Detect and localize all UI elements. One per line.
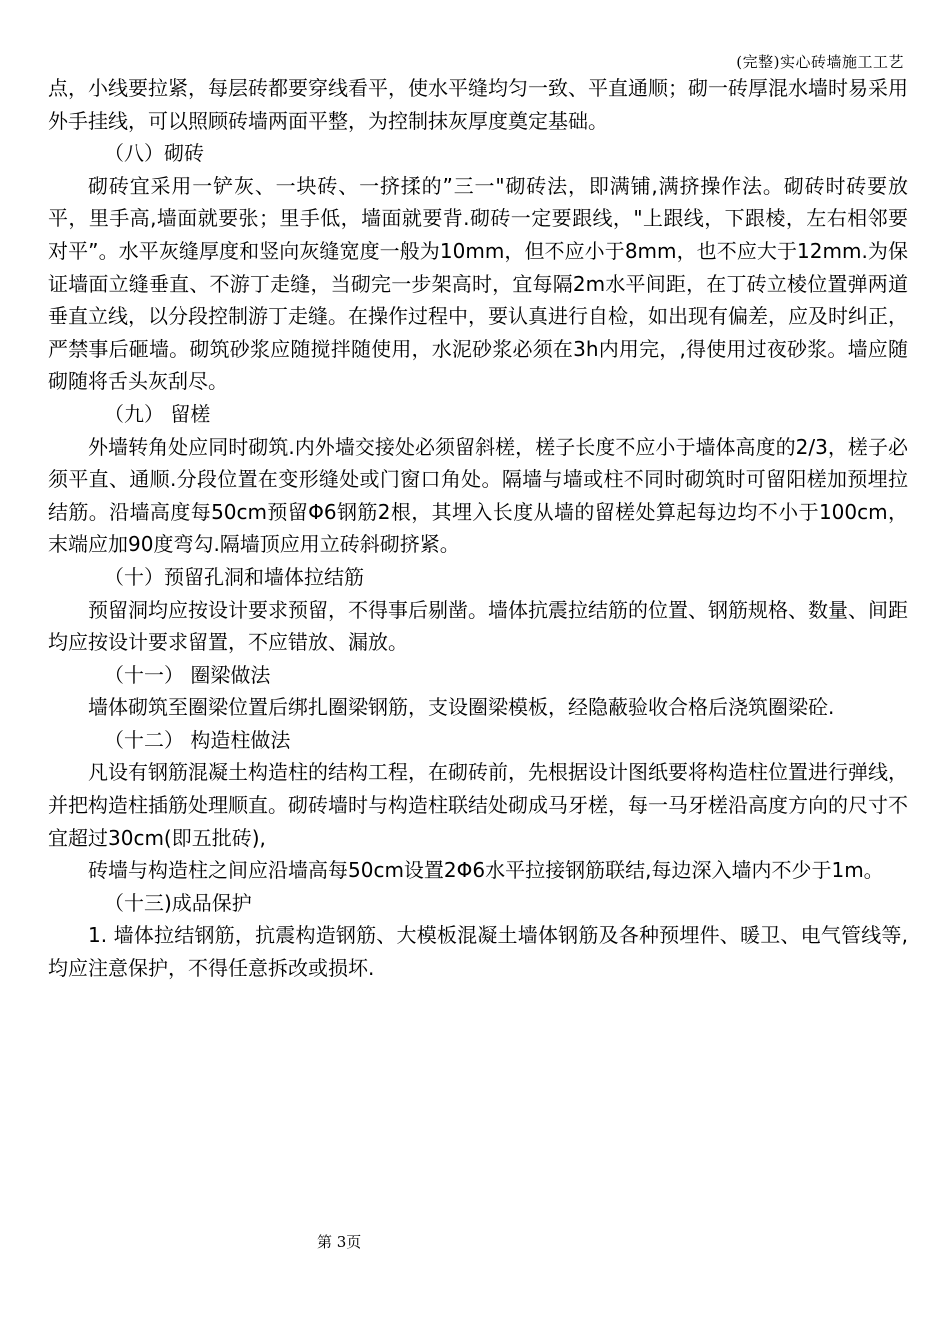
- running-header: (完整)实心砖墙施工工艺: [736, 53, 904, 71]
- paragraph-continued: 点，小线要拉紧，每层砖都要穿线看平，使水平缝均匀一致、平直通顺；砌一砖厚混水墙时易采用外手挂线，可以照顾砖墙两面平整，为控制抹灰厚度奠定基础。: [48, 76, 908, 133]
- paragraph-ring-beam: 墙体砌筑至圈梁位置后绑扎圈梁钢筋，支设圈梁模板，经隐蔽验收合格后浇筑圈梁砼.: [88, 695, 835, 720]
- paragraph-product-protection: 1. 墙体拉结钢筋，抗震构造钢筋、大模板混凝土墙体钢筋及各种预埋件、暖卫、电气管线等,均应注意保护，不得任意拆改或损坏.: [48, 923, 908, 981]
- paragraph-bricklaying: 砌砖宜采用一铲灰、一块砖、一挤揉的”三一"砌砖法，即满铺,满挤操作法。砌砖时砖要放平，里手高,墙面就要张；里手低，墙面就要背.砌砖一定要跟线，"上跟线，下跟棱，左右相邻要对平”。水平灰缝厚度和竖向灰缝宽度一般为10mm，但不应小于8mm，也不应大于12mm.为保证墙面立缝垂直、不游丁走缝，当砌完一步架高时，宜每隔2m水平间距，在丁砖立棱位置弹两道垂直立线，以分段控制游丁走缝。在操作过程中，要认真进行自检，如出现有偏差，应及时纠正，严禁事后砸墙。砌筑砂浆应随搅拌随使用，水泥砂浆必须在3h内用完，,得使用过夜砂浆。墙应随砌随将舌头灰刮尽。: [48, 173, 908, 394]
- paragraph-construction-column: 凡设有钢筋混凝土构造柱的结构工程，在砌砖前，先根据设计图纸要将构造柱位置进行弹线，并把构造柱插筋处理顺直。砌砖墙时与构造柱联结处砌成马牙槎，每一马牙槎沿高度方向的尺寸不宜超过30cm(即五批砖),: [48, 760, 908, 850]
- section-heading-10: （十）预留孔洞和墙体拉结筋: [104, 564, 364, 589]
- section-heading-9: （九） 留槎: [104, 401, 211, 426]
- paragraph-tie-bars: 砖墙与构造柱之间应沿墙高每50cm设置2Φ6水平拉接钢筋联结,每边深入墙内不少于1m。: [88, 858, 884, 883]
- section-heading-8: （八）砌砖: [104, 141, 204, 166]
- page-number: 第 3页: [317, 1233, 362, 1251]
- paragraph-reserved-holes: 预留洞均应按设计要求预留，不得事后剔凿。墙体抗震拉结筋的位置、钢筋规格、数量、间距均应按设计要求留置，不应错放、漏放。: [48, 597, 908, 655]
- document-body: [48, 72, 908, 985]
- section-heading-12: （十二） 构造柱做法: [104, 727, 291, 752]
- paragraph-toothing: 外墙转角处应同时砌筑.内外墙交接处必须留斜槎，槎子长度不应小于墙体高度的2/3，槎子必须平直、通顺.分段位置在变形缝处或门窗口角处。隔墙与墙或柱不同时砌筑时可留阳槎加预埋拉结筋。沿墙高度每50cm预留Φ6钢筋2根，其埋入长度从墙的留槎处算起每边均不小于100cm，末端应加90度弯勾.隔墙顶应用立砖斜砌挤紧。: [48, 434, 908, 557]
- section-heading-13: （十三)成品保护: [104, 890, 252, 915]
- section-heading-11: （十一） 圈梁做法: [104, 662, 271, 687]
